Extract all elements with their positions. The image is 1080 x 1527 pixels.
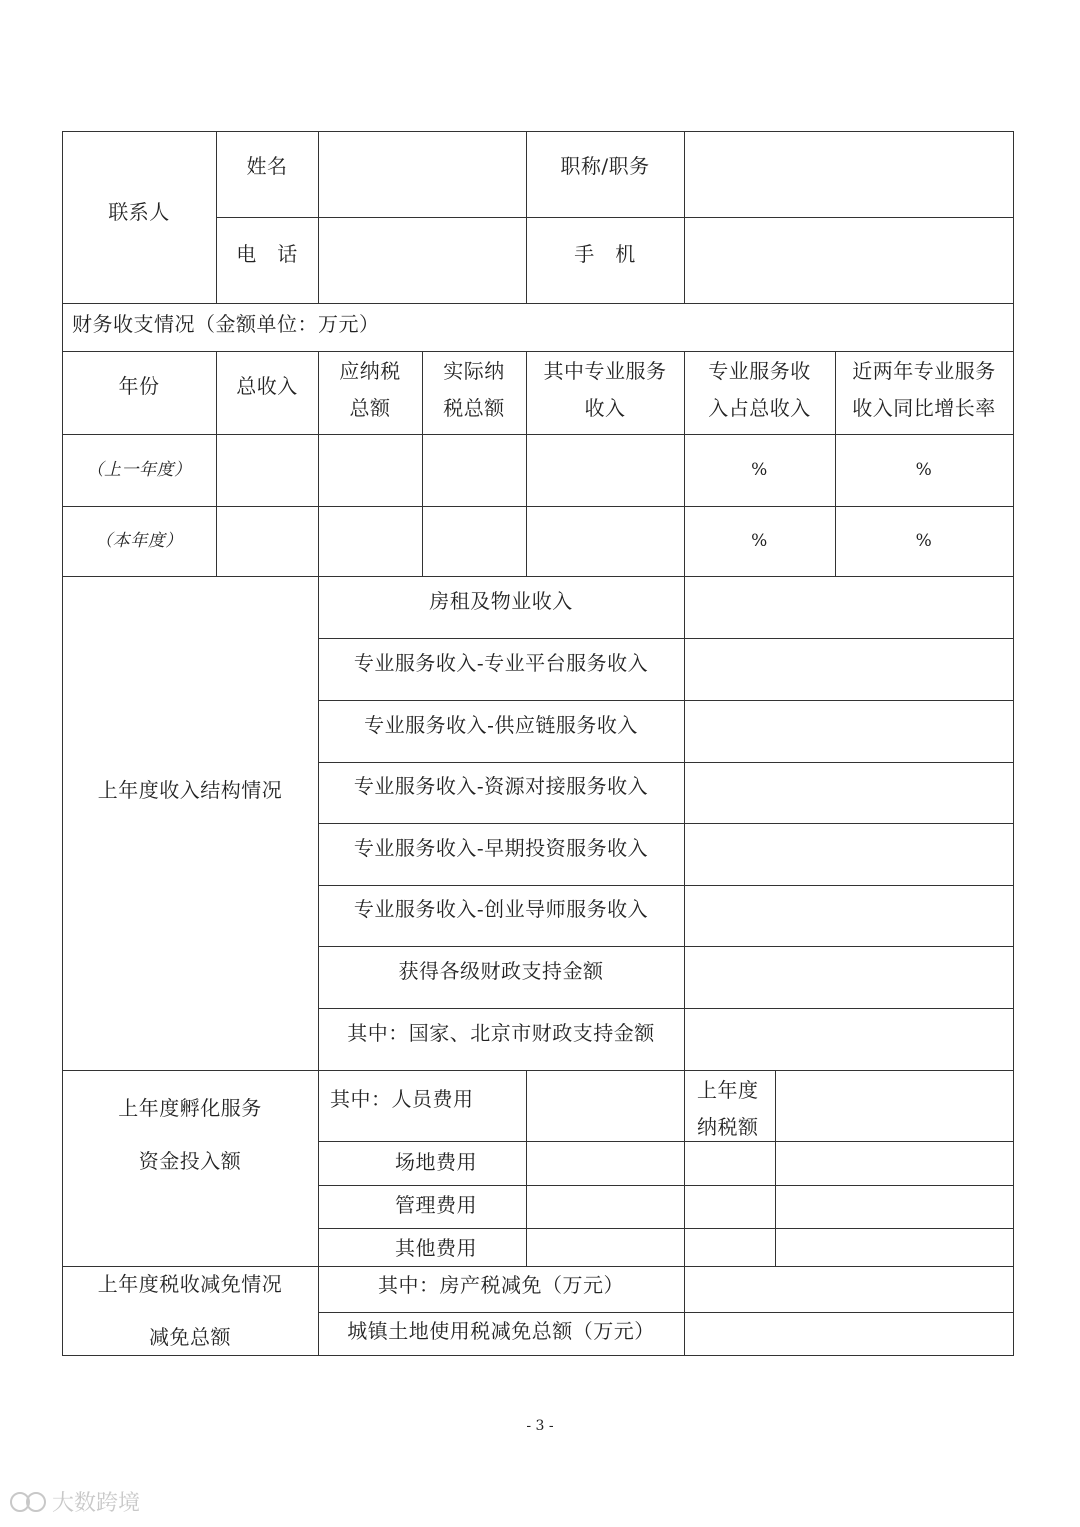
col-header-total-income: 总收入 (236, 374, 298, 398)
income-item: 获得各级财政支持金额 (398, 959, 604, 983)
name-field[interactable] (318, 131, 526, 217)
tax-relief-item-property: 其中：房产税减免（万元） (378, 1273, 624, 1297)
row-year-current: （本年度） (95, 531, 183, 551)
col-header-professional-income: 其中专业服务 收入 (543, 359, 667, 420)
income-item: 专业服务收入-专业平台服务收入 (353, 651, 649, 675)
phone-field[interactable] (318, 217, 526, 303)
incubation-item-personnel: 其中：人员费用 (330, 1087, 474, 1111)
tax-relief-item-land: 城镇土地使用税减免总额（万元） (347, 1319, 655, 1343)
income-item: 专业服务收入-创业导师服务收入 (353, 897, 649, 921)
tax-label-line1: 上年度 (697, 1078, 759, 1102)
col-header-professional-share: 专业服务收 入占总收入 (708, 359, 811, 420)
tax-relief-label-line1: 上年度税收减免情况 (97, 1272, 283, 1296)
finance-heading: 财务收支情况（金额单位：万元） (72, 312, 380, 336)
income-item: 专业服务收入-资源对接服务收入 (353, 774, 649, 798)
title-field[interactable] (684, 131, 1013, 217)
income-item: 房租及物业收入 (429, 589, 573, 613)
col-header-taxable: 应纳税 总额 (339, 359, 401, 420)
income-structure-label: 上年度收入结构情况 (97, 778, 283, 802)
incubation-label-line2: 资金投入额 (138, 1149, 242, 1173)
row-current-pct2: % (915, 531, 933, 551)
col-header-year: 年份 (118, 374, 160, 398)
watermark-logo-icon (8, 1490, 48, 1514)
income-item: 其中：国家、北京市财政支持金额 (347, 1021, 655, 1045)
row-previous-pct1: % (751, 460, 768, 480)
name-label: 姓名 (246, 154, 288, 178)
col-header-tax-paid: 实际纳 税总额 (443, 359, 505, 420)
watermark-text: 大数跨境 (52, 1491, 141, 1516)
income-item: 专业服务收入-早期投资服务收入 (353, 836, 649, 860)
income-item: 专业服务收入-供应链服务收入 (364, 713, 638, 737)
incubation-label-line1: 上年度孵化服务 (118, 1096, 262, 1120)
watermark (8, 1486, 140, 1517)
row-current-pct1: % (751, 531, 768, 551)
title-label: 职称/职务 (560, 154, 650, 178)
tax-label-line2: 纳税额 (697, 1115, 759, 1139)
phone-label: 电 话 (236, 242, 298, 266)
incubation-item-venue: 场地费用 (395, 1150, 477, 1174)
incubation-item-other: 其他费用 (395, 1236, 477, 1260)
row-year-previous: （上一年度） (86, 460, 192, 480)
mobile-field[interactable] (684, 217, 1013, 303)
col-header-growth-rate: 近两年专业服务 收入同比增长率 (852, 359, 996, 420)
contact-label: 联系人 (108, 200, 170, 224)
mobile-label: 手 机 (574, 242, 636, 266)
row-previous-pct2: % (915, 460, 933, 480)
tax-relief-label-line2: 减免总额 (149, 1325, 231, 1349)
incubation-item-management: 管理费用 (395, 1193, 477, 1217)
page-number: - 3 - (526, 1418, 554, 1434)
